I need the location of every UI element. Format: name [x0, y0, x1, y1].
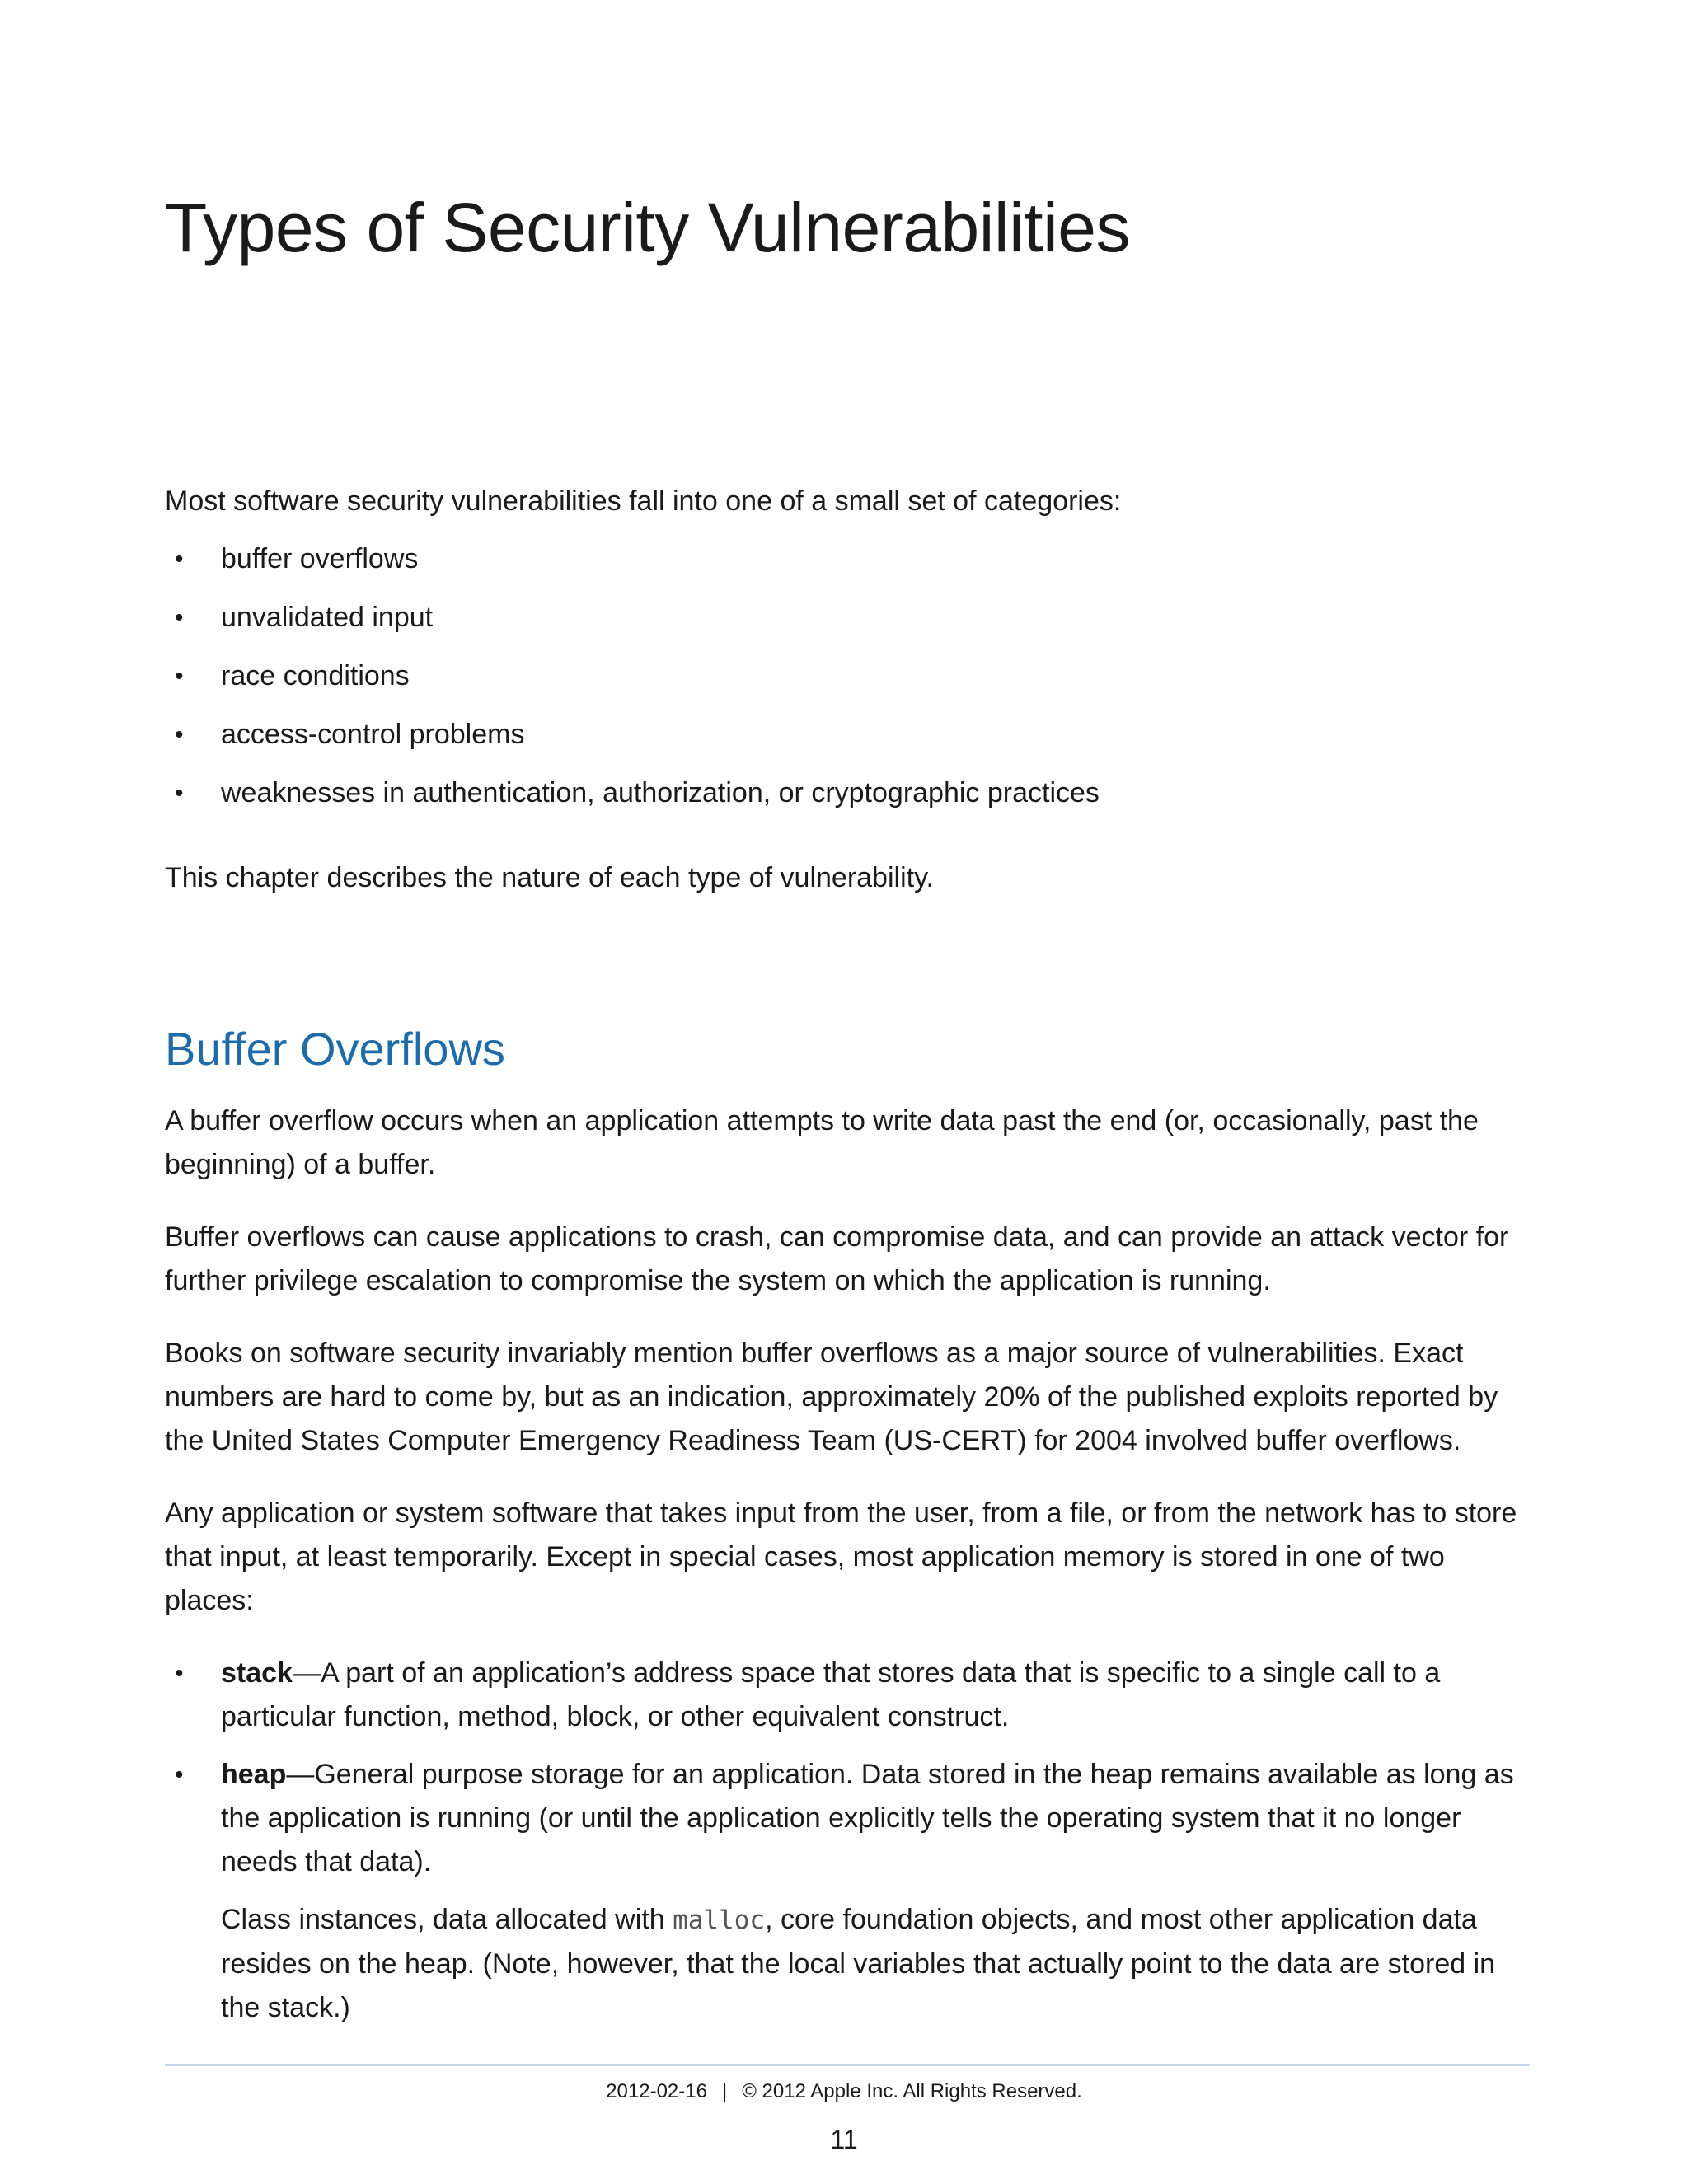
- bullet-icon: •: [175, 1660, 184, 1687]
- term-heap: heap: [221, 1759, 287, 1790]
- page-title: Types of Security Vulnerabilities: [165, 189, 1130, 266]
- list-item: • weaknesses in authentication, authorization, or cryptographic practices: [165, 771, 1530, 815]
- body-paragraph: A buffer overflow occurs when an application attempts to write data past the end (or, occasionally, past the beginning) of a buffer.: [165, 1105, 1479, 1180]
- memory-area-definition: heap—General purpose storage for an application. Data stored in the heap remains available as long as the application is running (or until the application explicitly tells the operating system that it no longer needs that data).: [221, 1759, 1514, 1877]
- section-body: [165, 1099, 1530, 2044]
- memory-area-list: [165, 1652, 1530, 2030]
- list-item: • access-control problems: [165, 713, 1530, 757]
- body-paragraph: Books on software security invariably mention buffer overflows as a major source of vulnerabilities. Exact numbers are hard to come by, but as an indication, approximately 20% of the published exploits reported by the United States Computer Emergency Readiness Team (US-CERT) for 2004 involved buffer overflows.: [165, 1338, 1498, 1456]
- bullet-icon: •: [175, 721, 184, 748]
- footer-date: 2012-02-16: [606, 2080, 707, 2102]
- intro-paragraph: Most software security vulnerabilities fall into one of a small set of categories:: [165, 485, 1122, 517]
- term-stack: stack: [221, 1657, 293, 1689]
- page-number: 11: [830, 2125, 858, 2154]
- footer-divider: [165, 2064, 1530, 2066]
- page-footer: [0, 2080, 1688, 2103]
- body-paragraph: Buffer overflows can cause applications to crash, can compromise data, and can provide an attack vector for further privilege escalation to compromise the system on which the application is running.: [165, 1221, 1509, 1296]
- section-heading-buffer-overflows: Buffer Overflows: [165, 1023, 505, 1075]
- code-malloc: malloc: [673, 1905, 766, 1935]
- list-item: • buffer overflows: [165, 537, 1530, 581]
- heap-note: Class instances, data allocated with malloc, core foundation objects, and most other application data resides on the heap. (Note, however, that the local variables that actually point to the data are stored in the stack.): [221, 1904, 1496, 2023]
- list-item: • race conditions: [165, 654, 1530, 698]
- list-item-heap: [165, 1753, 1530, 2030]
- bullet-icon: •: [175, 1761, 184, 1788]
- memory-area-definition: stack—A part of an application’s address space that stores data that is specific to a single call to a particular function, method, block, or other equivalent construct.: [221, 1657, 1441, 1732]
- list-item-stack: [165, 1652, 1530, 1739]
- category-list: [165, 537, 1530, 815]
- bullet-icon: •: [175, 546, 184, 573]
- bullet-icon: •: [175, 604, 184, 631]
- intro-block: [165, 480, 1530, 900]
- footer-separator: |: [721, 2080, 728, 2102]
- body-paragraph: Any application or system software that takes input from the user, from a file, or from the network has to store that input, at least temporarily. Except in special cases, most application memory is stored in one of two places:: [165, 1497, 1517, 1616]
- footer-copyright: © 2012 Apple Inc. All Rights Reserved.: [742, 2080, 1082, 2102]
- bullet-icon: •: [175, 780, 184, 807]
- list-item: • unvalidated input: [165, 596, 1530, 640]
- chapter-description: This chapter describes the nature of each type of vulnerability.: [165, 862, 934, 893]
- bullet-icon: •: [175, 663, 184, 690]
